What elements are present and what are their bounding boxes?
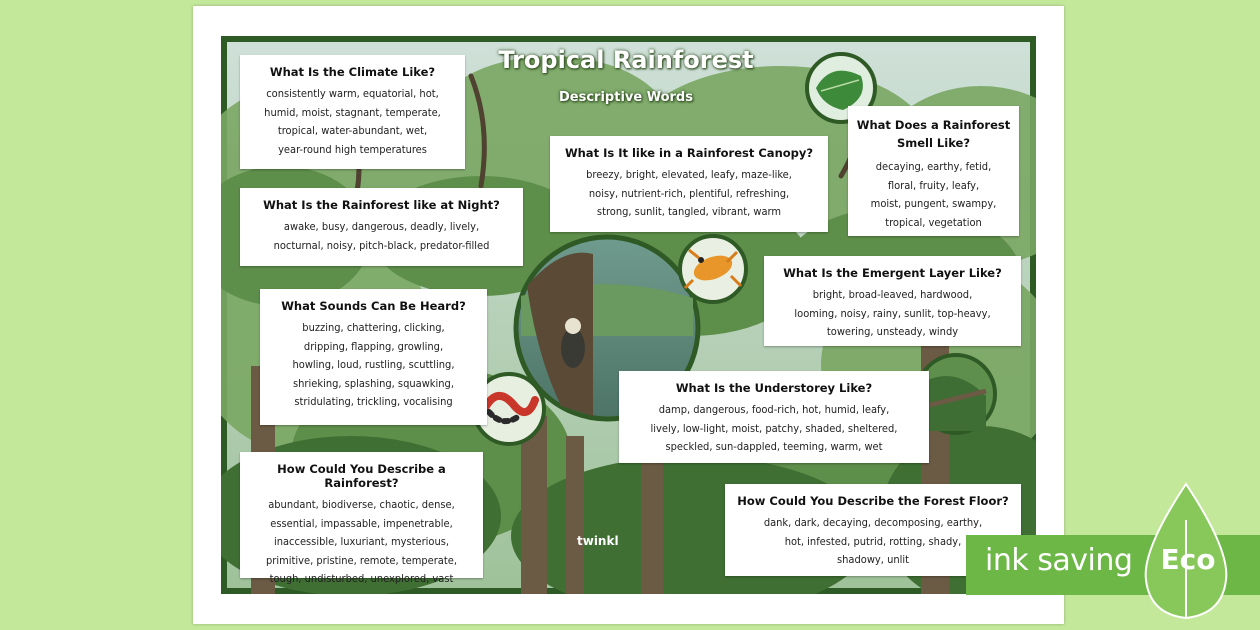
ink-saving-label: ink saving	[985, 543, 1133, 578]
card-words: decaying, earthy, fetid, floral, fruity, leafy, moist, pungent, swampy, tropical, vegetation	[870, 160, 997, 229]
rainforest-poster	[221, 36, 1036, 594]
card-words: dank, dark, decaying, decomposing, earthy, hot, infested, putrid, rotting, shady, shadowy, unlit	[763, 516, 983, 566]
card-heading: What Is the Climate Like?	[269, 65, 436, 79]
night-card	[240, 188, 523, 266]
card-words: abundant, biodiverse, chaotic, dense, essential, impassable, impenetrable, inaccessible, luxuriant, mysterious, primitive, pristine, remote, temperate, tough, undisturbed, unexplored, vast	[266, 498, 457, 585]
describe-rainforest-card	[240, 452, 483, 585]
frog-icon	[680, 236, 746, 302]
card-heading: What Is the Emergent Layer Like?	[783, 266, 1002, 280]
card-heading: What Is the Rainforest like at Night?	[263, 198, 500, 212]
twinkl-logo: twinkl	[577, 534, 619, 548]
card-words: breezy, bright, elevated, leafy, maze-like, noisy, nutrient-rich, plentiful, refreshing, strong, sunlit, tangled, vibrant, warm	[586, 168, 792, 218]
emergent-card	[764, 256, 1021, 346]
card-heading: What Sounds Can Be Heard?	[281, 299, 466, 313]
eco-label: Eco	[1160, 543, 1216, 576]
card-heading: What Is the Understorey Like?	[675, 381, 873, 395]
card-heading: What Does a Rainforest Smell Like?	[856, 118, 1011, 150]
canopy-card	[550, 136, 828, 232]
card-words: bright, broad-leaved, hardwood, looming, noisy, rainy, sunlit, top-heavy, towering, unsteady, windy	[794, 288, 991, 338]
poster-subtitle: Descriptive Words	[559, 90, 693, 105]
card-words: consistently warm, equatorial, hot, humid, moist, stagnant, temperate, tropical, water-abundant, wet, year-round high temperatures	[264, 87, 441, 156]
card-heading: How Could You Describe the Forest Floor?	[737, 494, 1009, 508]
sounds-card	[260, 289, 487, 425]
smell-card	[848, 106, 1019, 236]
card-heading: How Could You Describe a Rainforest?	[277, 462, 446, 490]
card-words: buzzing, chattering, clicking, dripping, flapping, growling, howling, loud, rustling, scuttling, shrieking, splashing, squawking, stridulating, trickling, vocalising	[292, 321, 455, 408]
climate-card	[240, 55, 465, 169]
understorey-card	[619, 371, 929, 463]
poster-title: Tropical Rainforest	[498, 46, 754, 74]
card-words: damp, dangerous, food-rich, hot, humid, leafy, lively, low-light, moist, patchy, shaded, sheltered, speckled, sun-dappled, teeming, warm, wet	[650, 403, 898, 453]
card-words: awake, busy, dangerous, deadly, lively, nocturnal, noisy, pitch-black, predator-filled	[273, 220, 490, 252]
card-heading: What Is It like in a Rainforest Canopy?	[564, 146, 814, 160]
